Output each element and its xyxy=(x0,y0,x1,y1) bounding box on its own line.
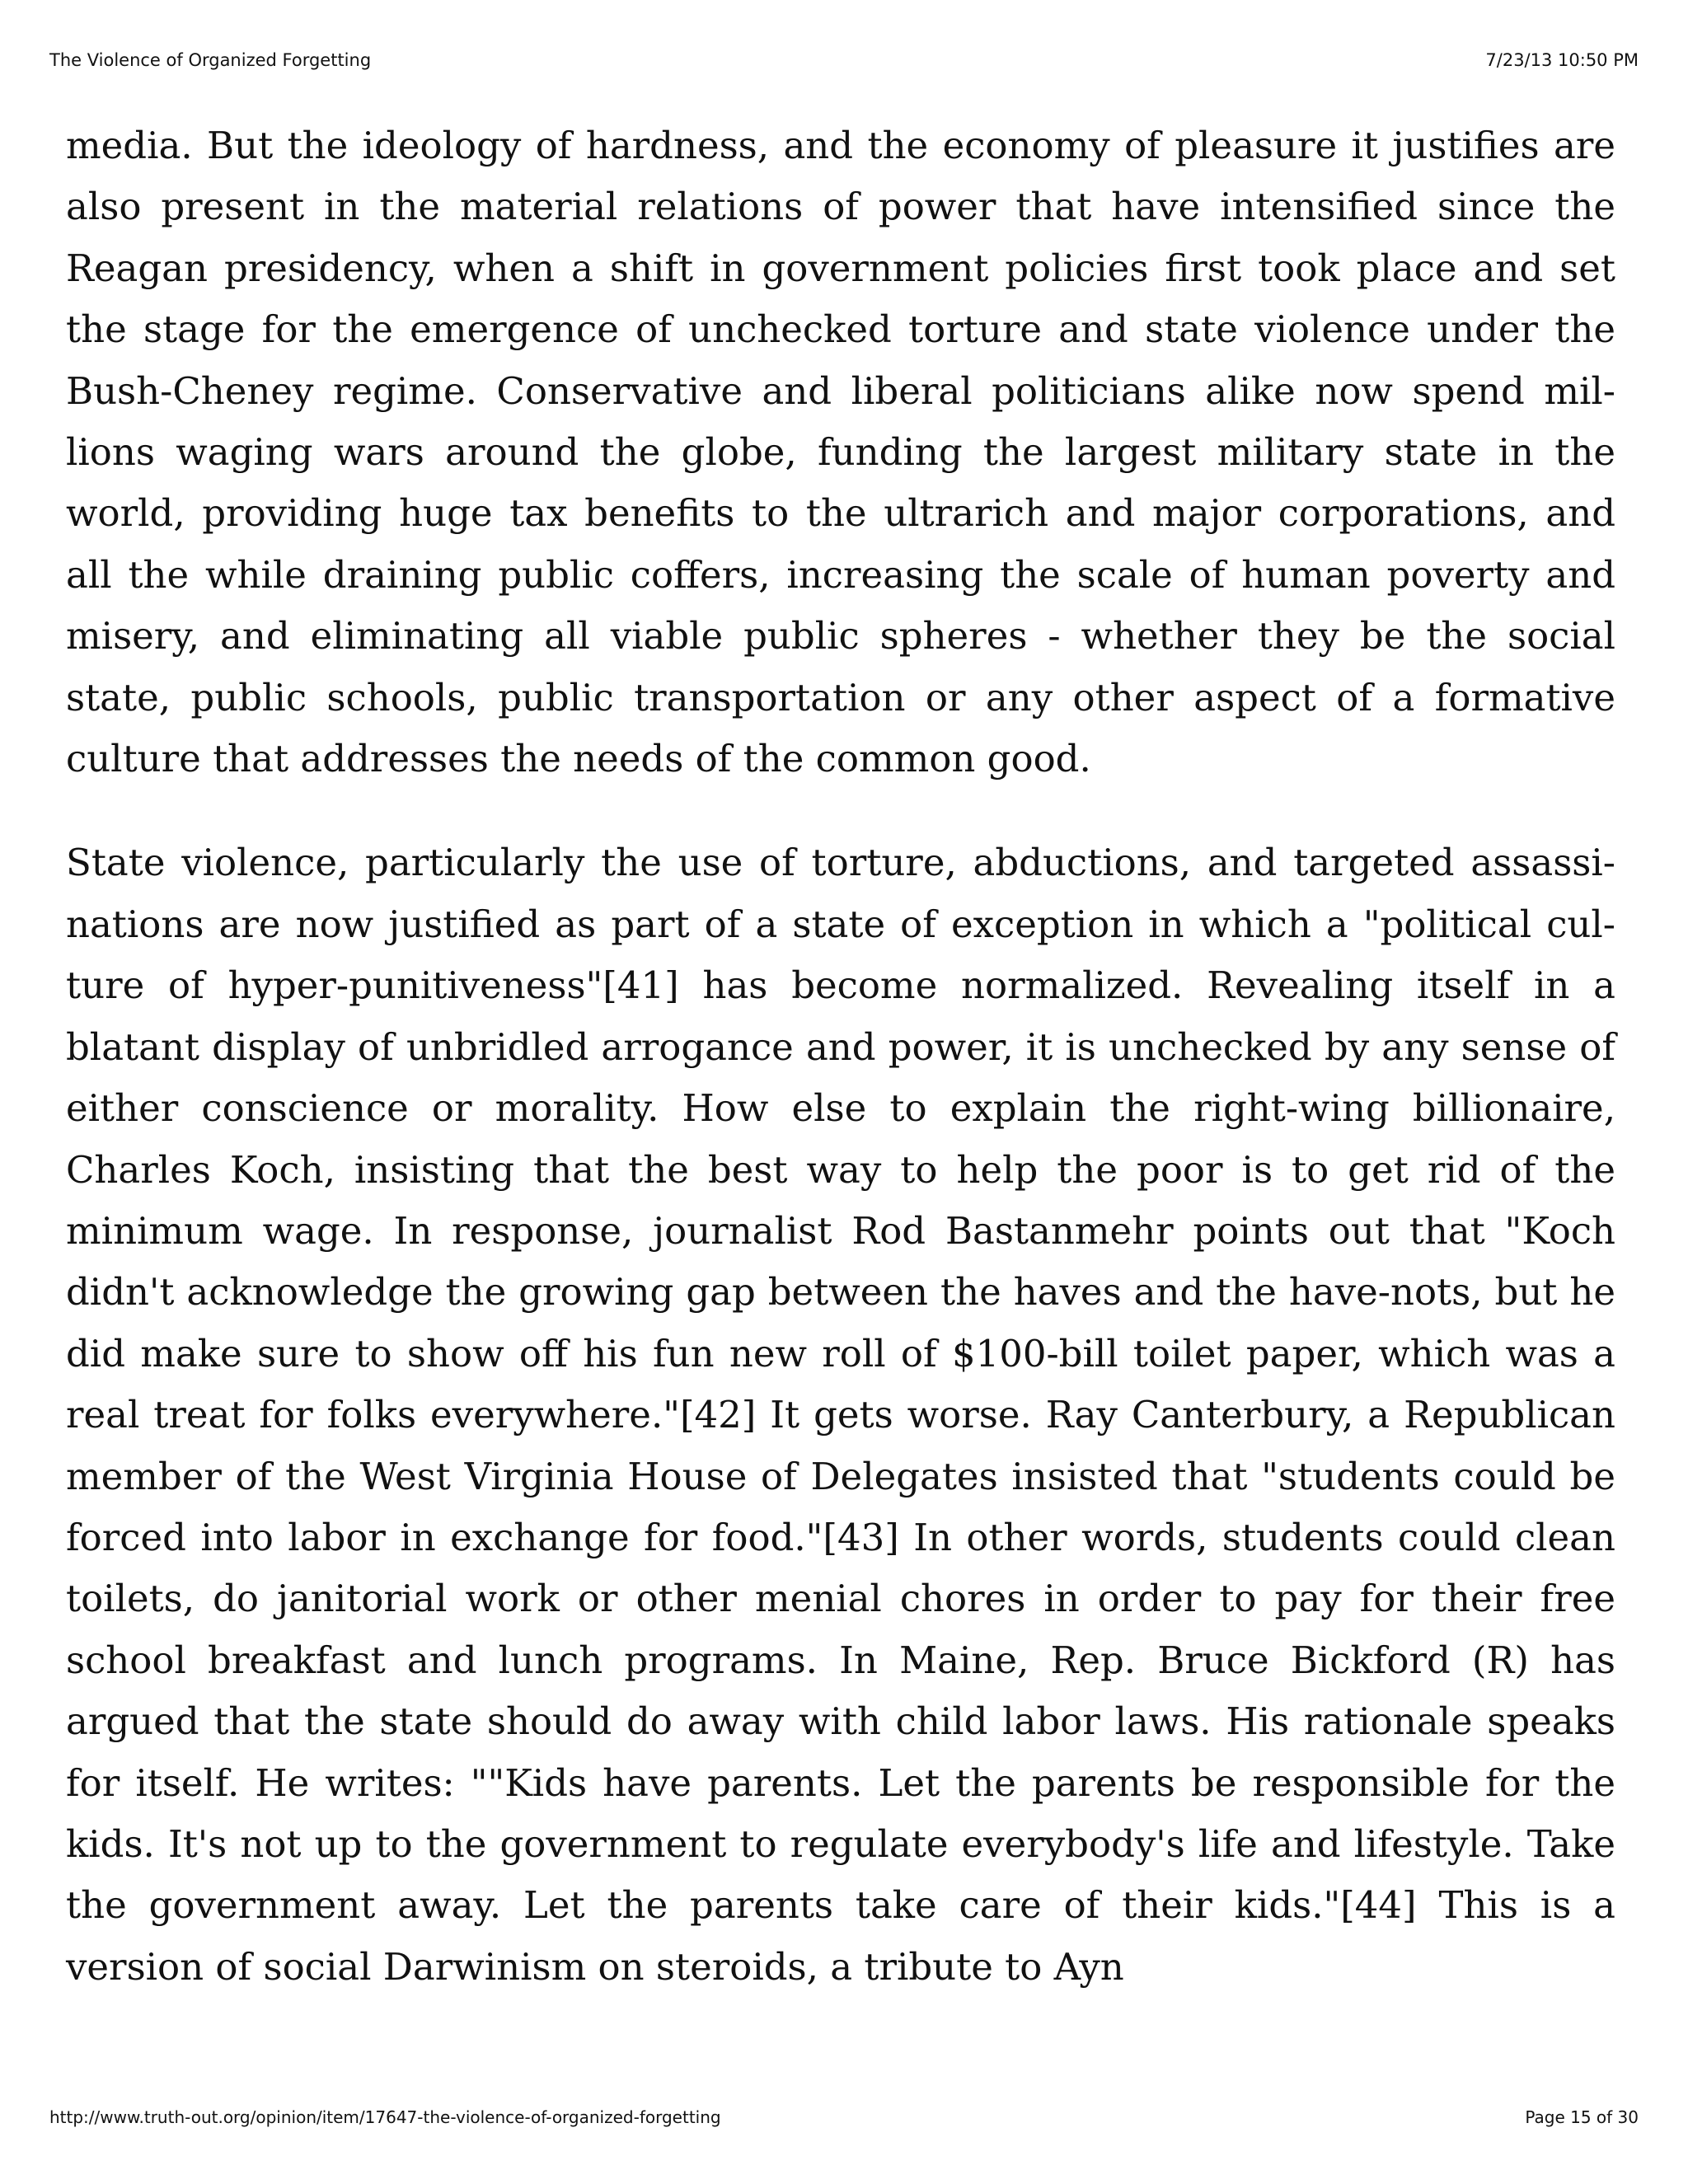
source-url: http://www.truth-out.org/opinion/item/17647-the-violence-of-organized-forgetting xyxy=(49,2107,721,2127)
document-title: The Violence of Organized Forgetting xyxy=(49,50,372,70)
paragraph: State violence, particularly the use of torture, abductions, and targeted assassinations are now justified as part of a state of exception in which a "political culture of hyper-punitiveness"[41] has become normalized. Revealing itself in a blatant display of unbridled arrogance and power, it is unchecked by any sense of either conscience or morality. How else to explain the right-wing billionaire, Charles Koch, insisting that the best way to help the poor is to get rid of the minimum wage. In response, journalist Rod Bastanmehr points out that "Koch didn't acknowledge the growing gap between the haves and the have-nots, but he did make sure to show off his fun new roll of $100-bill toilet paper, which was a real treat for folks everywhere."[42] It gets worse. Ray Canterbury, a Republican member of the West Virginia House of Delegates insisted that "students could be forced into labor in exchange for food."[43] In other words, students could clean toilets, do janitorial work or other menial chores in order to pay for their free school breakfast and lunch programs. In Maine, Rep. Bruce Bickford (R) has argued that the state should do away with child labor laws. His rationale speaks for itself. He writes: ""Kids have parents. Let the parents be responsible for the kids. It's not up to the government to regulate everybody's life and lifestyle. Take the government away. Let the parents take care of their kids."[44] This is a version of social Darwinism on steroids, a tribute to Ayn xyxy=(66,841,1615,1989)
page-number: Page 15 of 30 xyxy=(1525,2107,1639,2127)
article-body xyxy=(66,115,1615,1998)
print-header xyxy=(49,46,1639,74)
print-datetime: 7/23/13 10:50 PM xyxy=(1485,50,1639,70)
paragraph: media. But the ideology of hardness, and the economy of pleasure it justifies are also present in the material relations of power that have intensified since the Reagan presidency, when a shift in government policies first took place and set the stage for the emergence of unchecked torture and state violence under the Bush-Cheney regime. Conservative and liberal politicians alike now spend millions waging wars around the globe, funding the largest military state in the world, providing huge tax benefits to the ultrarich and major corporations, and all the while draining public coffers, increasing the scale of human poverty and misery, and eliminating all viable public spheres - whether they be the social state, public schools, public transportation or any other aspect of a formative culture that addresses the needs of the common good. xyxy=(66,124,1615,781)
print-footer xyxy=(49,2103,1639,2131)
